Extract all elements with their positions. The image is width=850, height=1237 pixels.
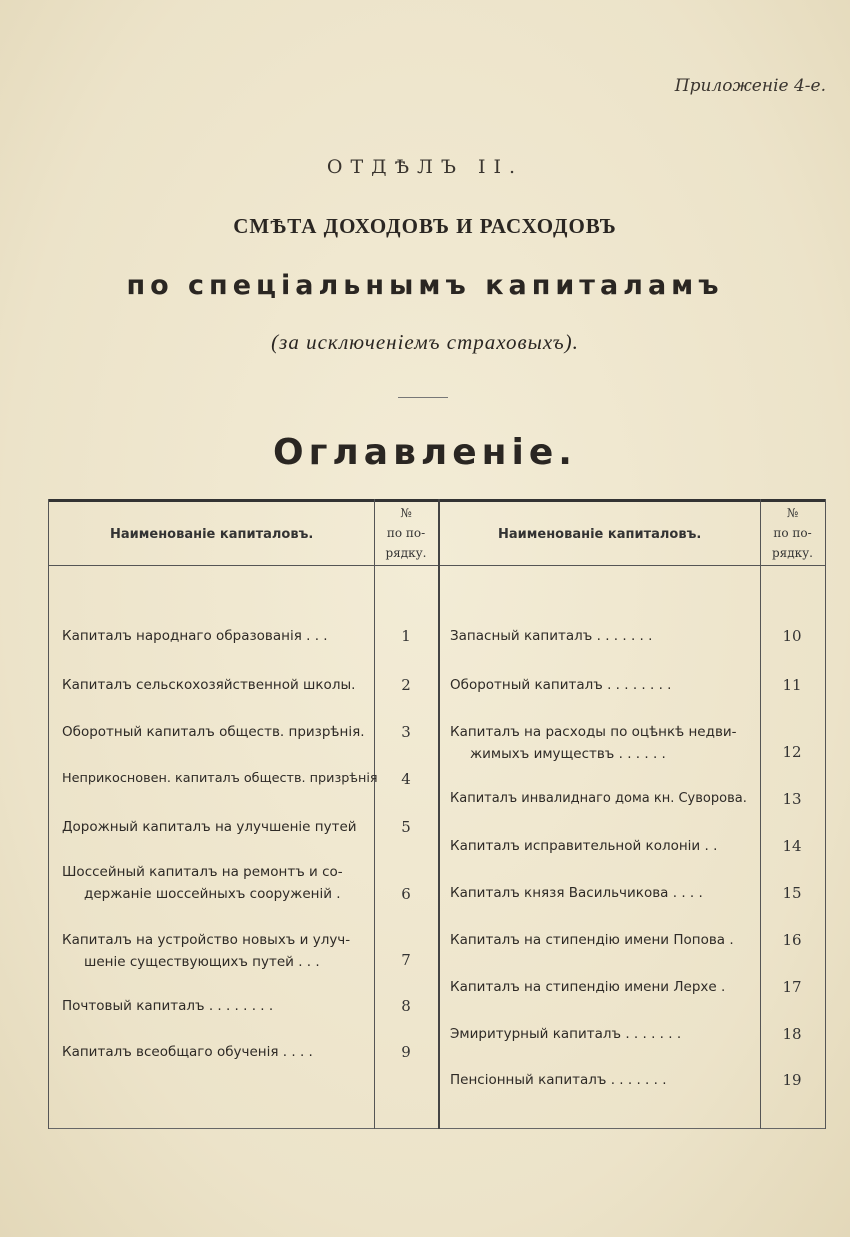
left-name-header: Наименованiе капиталовъ. bbox=[110, 527, 314, 542]
toc-entry: Эмиритурный капиталъ . . . . . . . bbox=[450, 1026, 682, 1042]
toc-entry: Оборотный капиталъ обществ. призрѣнiя. bbox=[62, 724, 365, 740]
entry-number: 13 bbox=[782, 790, 802, 808]
toc-entry: Шоссейный капиталъ на ремонтъ и со- держанiе шоссейныхъ сооруженiй . bbox=[62, 864, 343, 902]
left-number-header: № по по- рядку. bbox=[385, 506, 427, 560]
entry-number: 8 bbox=[401, 997, 411, 1015]
entry-number: 15 bbox=[782, 884, 802, 902]
entry-number: 11 bbox=[782, 676, 802, 694]
right-name-header: Наименованiе капиталовъ. bbox=[498, 527, 702, 542]
right-number-header: № по по- рядку. bbox=[771, 506, 813, 560]
title-line-3: (за исключенiемъ страховыхъ). bbox=[271, 330, 579, 354]
toc-entry: Капиталъ народнаго образованiя . . . bbox=[62, 628, 328, 644]
toc-entry: Капиталъ инвалиднаго дома кн. Суворова. bbox=[450, 791, 747, 806]
table-bottom-rule bbox=[48, 1128, 826, 1129]
entry-number: 16 bbox=[782, 931, 802, 949]
title-line-2: по спецiальнымъ капиталамъ bbox=[126, 270, 724, 301]
toc-entry: Пенсiонный капиталъ . . . . . . . bbox=[450, 1072, 667, 1088]
column-divider-center bbox=[438, 499, 440, 1129]
table-top-rule bbox=[48, 499, 826, 502]
entry-number: 4 bbox=[401, 770, 411, 788]
entry-number: 19 bbox=[782, 1071, 802, 1089]
toc-entry: Капиталъ сельскохозяйственной школы. bbox=[62, 677, 356, 693]
toc-entry: Капиталъ на устройство новыхъ и улуч- шенiе существующихъ путей . . . bbox=[62, 932, 351, 970]
entry-number: 18 bbox=[782, 1025, 802, 1043]
toc-entry: Капиталъ исправительной колонiи . . bbox=[450, 838, 718, 854]
toc-entry: Оборотный капиталъ . . . . . . . . bbox=[450, 677, 672, 693]
toc-entry: Запасный капиталъ . . . . . . . bbox=[450, 628, 653, 644]
toc-title: Оглавленiе. bbox=[273, 432, 577, 473]
toc-entry: Дорожный капиталъ на улучшенiе путей bbox=[62, 819, 357, 835]
entry-number: 2 bbox=[401, 676, 411, 694]
column-divider bbox=[374, 499, 375, 1129]
table-header-rule bbox=[48, 565, 826, 566]
toc-entry: Неприкосновен. капиталъ обществ. призрѣнiя bbox=[62, 771, 378, 786]
title-line-1: СМѢТА ДОХОДОВЪ И РАСХОДОВЪ bbox=[233, 214, 617, 238]
toc-entry: Капиталъ на расходы по оцѣнкѣ недви- жимыхъ имуществъ . . . . . . bbox=[450, 724, 737, 762]
entry-number: 12 bbox=[782, 743, 802, 761]
toc-entry: Почтовый капиталъ . . . . . . . . bbox=[62, 998, 274, 1014]
toc-entry: Капиталъ князя Васильчикова . . . . bbox=[450, 885, 703, 901]
entry-number: 3 bbox=[401, 723, 411, 741]
entry-number: 1 bbox=[401, 627, 411, 645]
contents-table bbox=[48, 499, 826, 1129]
department-heading: ОТДѢЛЪ II. bbox=[326, 156, 524, 178]
entry-number: 5 bbox=[401, 818, 411, 836]
entry-number: 6 bbox=[401, 885, 411, 903]
appendix-label: Приложенiе 4-е. bbox=[674, 76, 826, 96]
toc-entry: Капиталъ на стипендiю имени Попова . bbox=[450, 932, 734, 948]
separator-rule bbox=[398, 397, 448, 398]
entry-number: 7 bbox=[401, 951, 411, 969]
entry-number: 17 bbox=[782, 978, 802, 996]
entry-number: 10 bbox=[782, 627, 802, 645]
toc-entry: Капиталъ на стипендiю имени Лерхе . bbox=[450, 979, 726, 995]
entry-number: 14 bbox=[782, 837, 802, 855]
toc-entry: Капиталъ всеобщаго обученiя . . . . bbox=[62, 1044, 313, 1060]
entry-number: 9 bbox=[401, 1043, 411, 1061]
column-divider bbox=[760, 499, 761, 1129]
table-right-border bbox=[825, 499, 826, 1129]
table-left-border bbox=[48, 499, 49, 1129]
